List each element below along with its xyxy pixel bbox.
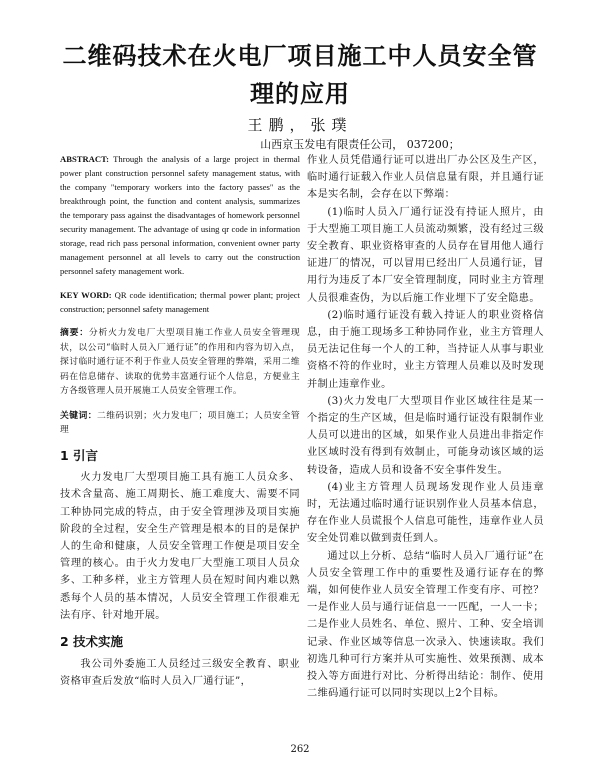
authors: 王鹏，张璞 xyxy=(247,116,353,134)
abstract-zh-label: 摘要： xyxy=(60,328,89,338)
keywords-zh-text: 二维码识别；火力发电厂；项目施工；人员安全管理 xyxy=(60,410,300,435)
keywords-en xyxy=(60,288,300,316)
affiliation: 山西京玉发电有限责任公司， 037200； xyxy=(260,138,460,151)
abstract-en xyxy=(60,152,300,278)
keywords-en-text: QR code identification; thermal power plant; project construction; personnel safety management xyxy=(60,290,300,314)
paper-title-line-2: 理的应用 xyxy=(250,80,350,108)
right-column xyxy=(307,152,544,703)
section-2-heading: 2 技术实施 xyxy=(60,633,124,649)
right-paragraph-1: 作业人员凭借通行证可以进出厂办公区及生产区，临时通行证载入作业人员信息量有限，并且通行证本是实名制，会存在以下弊端： xyxy=(307,155,544,201)
right-paragraph-6: 通过以上分析、总结“临时人员入厂通行证”在人员安全管理工作中的重要性及通行证存在的弊端，如何使作业人员安全管理工作变有序、可控？一是作业人员与通行证信息一一匹配，一人一卡；二是作业人员姓名、单位、照片、工种、安全培训记录、作业区域等信息一次录入、快速读取。我们初选几种可行方案并从可实施性、效果预测、成本投入等方面进行对比、分析得出结论：制作、使用二维码通行证可以同时实现以上2个目标。 xyxy=(307,550,544,700)
keywords-en-label: KEY WORD: xyxy=(60,290,112,300)
paper-title-line-1: 二维码技术在火电厂项目施工中人员安全管 xyxy=(62,42,538,70)
abstract-zh-text: 分析火力发电厂大型项目施工作业人员安全管理现状，以公司“临时人员入厂通行证”的作用和内容为切入点，探讨临时通行证不利于作业人员安全管理的弊端，采用二维码在信息储存、读取的优势丰富通行证个人信息，方便业主方各级管理人员开展施工人员安全管理工作。 xyxy=(60,328,300,396)
right-paragraph-5: (4)业主方管理人员现场发现作业人员违章时，无法通过临时通行证识别作业人员基本信息，存在作业人员谎报个人信息可能性，违章作业人员安全处罚难以做到责任到人。 xyxy=(307,481,544,545)
section-2-paragraph: 我公司外委施工人员经过三级安全教育、职业资格审查后发放“临时人员入厂通行证”， xyxy=(60,658,300,687)
section-1-heading: 1 引言 xyxy=(60,447,99,463)
right-paragraph-3: (2)临时通行证没有载入持证人的职业资格信息，由于施工现场多工种协同作业，业主方管理人员无法记住每一个人的工种，当持证人从事与职业资格不符的作业时，业主方管理人员难以及时发现并制止违章作业。 xyxy=(307,309,544,390)
keywords-zh xyxy=(60,409,300,438)
keywords-zh-label: 关键词： xyxy=(60,410,97,421)
left-column xyxy=(60,152,300,690)
abstract-zh xyxy=(60,326,300,399)
abstract-en-label: ABSTRACT: xyxy=(60,154,110,164)
right-paragraph-4: (3)火力发电厂大型项目作业区域往往是某一个指定的生产区域，但是临时通行证没有限制作业人员可以进出的区域，如果作业人员进出非指定作业区域时没有得到有效制止，可能身动该区域的运转设备，造成人员和设备不安全事件发生。 xyxy=(307,395,544,476)
page-number: 262 xyxy=(290,744,310,755)
right-paragraph-2: (1)临时人员入厂通行证没有持证人照片，由于大型施工项目施工人员流动频繁，没有经过三级安全教育、职业资格审查的人员存在冒用他人通行证进厂的情况，可以冒用已经出厂人员通行证，冒用行为违反了本厂安全管理制度，同时业主方管理人员很难查伪，为以后施工作业埋下了安全隐患。 xyxy=(307,206,544,304)
abstract-en-text: Through the analysis of a large project in thermal power plant construction personnel safety management status, with the company "temporary workers into the factory passes" as the breakthrough point, the function and content analysis, summarizes the temporary pass against the disadvantages of homework personnel security management. The advantage of using qr code in information storage, read rich pass personal information, convenient owner party management personnel at all levels to carry out the construction personnel safety management work. xyxy=(60,154,300,276)
section-1-paragraph: 火力发电厂大型项目施工具有施工人员众多、技术含量高、施工周期长、施工难度大、需要不同工种协同完成的特点，由于安全管理涉及项目实施阶段的全过程，安全生产管理是根本的目的是保护人的生命和健康，人员安全管理工作便是项目安全管理的核心。由于火力发电厂大型施工项目人员众多、工种多样，业主方管理人员在短时间内难以熟悉每个人员的基本情况，人员安全管理工作很难无法有序、针对地开展。 xyxy=(60,472,300,621)
